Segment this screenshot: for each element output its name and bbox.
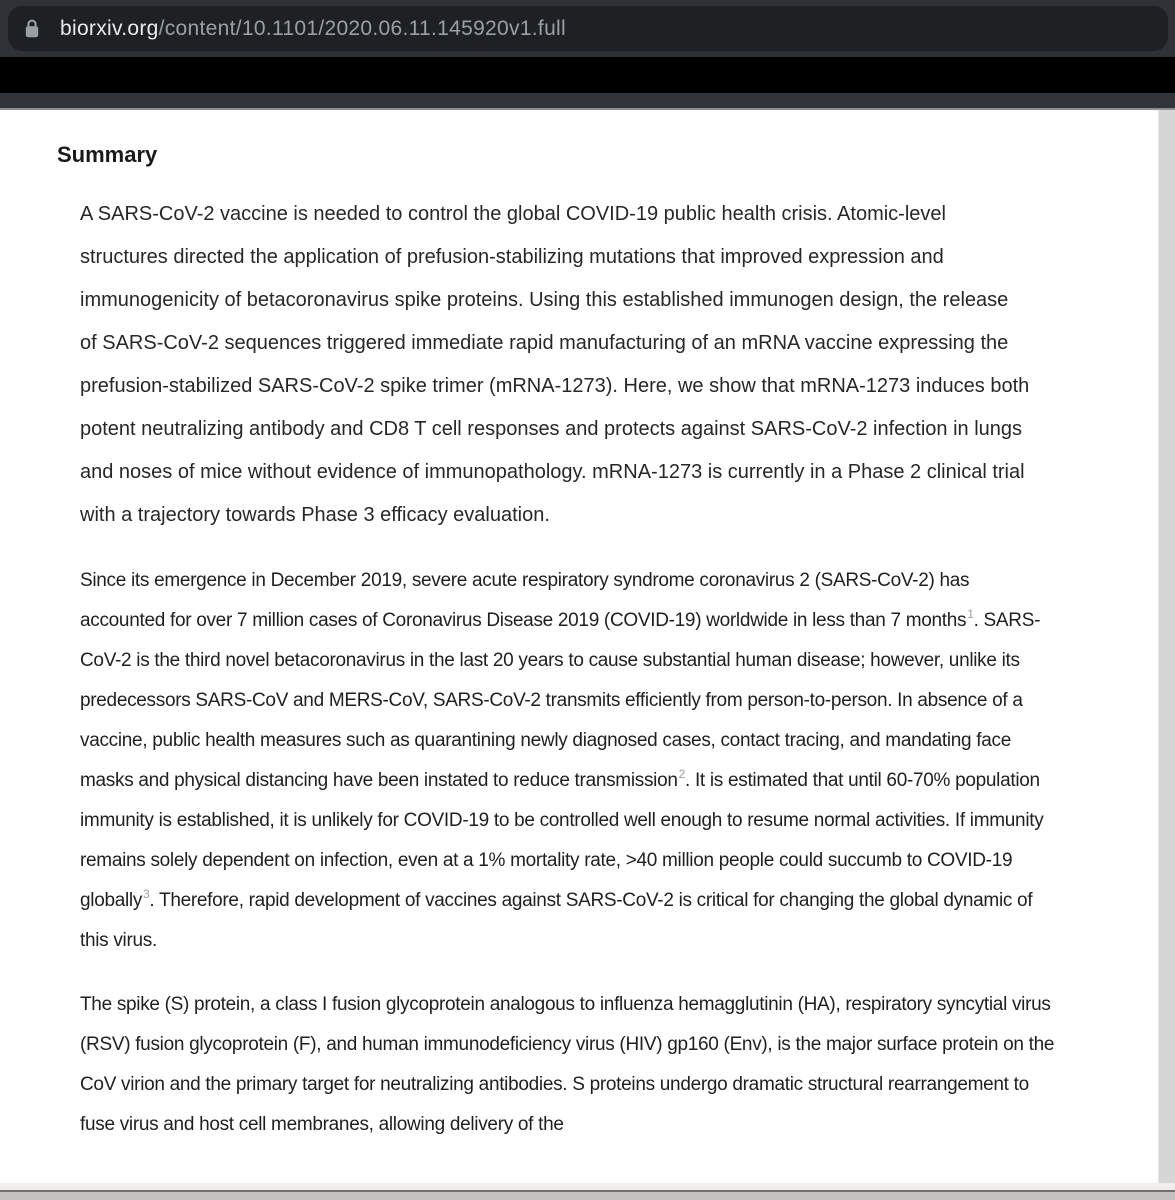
url-bar[interactable] — [8, 6, 1168, 51]
lock-icon[interactable] — [25, 19, 39, 38]
bottom-strip-gray — [0, 1192, 1175, 1200]
dark-band — [0, 93, 1175, 110]
bottom-strip-light — [0, 1183, 1175, 1190]
window-bottom-edge — [0, 1183, 1175, 1200]
url-domain: biorxiv.org — [60, 16, 159, 40]
section-title: Summary — [57, 142, 158, 167]
black-band — [0, 57, 1175, 93]
abstract-paragraph: A SARS-CoV-2 vaccine is needed to control the global COVID-19 public health crisis. Atomic-level structures directed the application of prefusion-stabilizing mutations that improved expression and immunogenicity of betacoronavirus spike proteins. Using this established immunogen design, the release of SARS-CoV-2 sequences triggered immediate rapid manufacturing of an mRNA vaccine expressing the prefusion-stabilized SARS-CoV-2 spike trimer (mRNA-1273). Here, we show that mRNA-1273 induces both potent neutralizing antibody and CD8 T cell responses and protects against SARS-CoV-2 infection in lungs and noses of mice without evidence of immunopathology. mRNA-1273 is currently in a Phase 2 clinical trial with a trajectory towards Phase 3 efficacy evaluation. — [80, 203, 1030, 526]
body-paragraph: The spike (S) protein, a class I fusion glycoprotein analogous to influenza hemagglutinin (HA), respiratory syncytial virus (RSV) fusion glycoprotein (F), and human immunodeficiency virus (HIV) gp160 (Env), is the major surface protein on the CoV virion and the primary target for neutralizing antibodies. S proteins undergo dramatic structural rearrangement to fuse virus and host cell membranes, allowing delivery of the — [80, 994, 1055, 1135]
body-paragraph: Since its emergence in December 2019, severe acute respiratory syndrome coronavirus 2 (SARS-CoV-2) has accounted for over 7 million cases of Coronavirus Disease 2019 (COVID-19) worldwide in less than 7 months$^1$. SARS-CoV-2 is the third novel betacoronavirus in the last 20 years to cause substantial human disease; however, unlike its predecessors SARS-CoV and MERS-CoV, SARS-CoV-2 transmits efficiently from person-to-person. In absence of a vaccine, public health measures such as quarantining newly diagnosed cases, contact tracing, and mandating face masks and physical distancing have been instated to reduce transmission$^2$. It is estimated that until 60-70% population immunity is established, it is unlikely for COVID-19 to be controlled well enough to resume normal activities. If immunity remains solely dependent on infection, even at a 1% mortality rate, >40 million people could succumb to COVID-19 globally$^3$. Therefore, rapid development of vaccines against SARS-CoV-2 is critical for changing the global dynamic of this virus. — [80, 570, 1044, 951]
article-body — [57, 561, 1158, 1145]
url-path: /content/10.1101/2020.06.11.145920v1.full — [158, 16, 566, 40]
browser-toolbar — [0, 0, 1175, 57]
reference-link[interactable]: 3 — [143, 886, 150, 901]
scrollbar-track[interactable] — [1158, 110, 1175, 1183]
article-page — [0, 110, 1158, 1183]
reference-link[interactable]: 2 — [678, 766, 685, 781]
url-text — [60, 17, 566, 41]
reference-link[interactable]: 1 — [967, 606, 974, 621]
